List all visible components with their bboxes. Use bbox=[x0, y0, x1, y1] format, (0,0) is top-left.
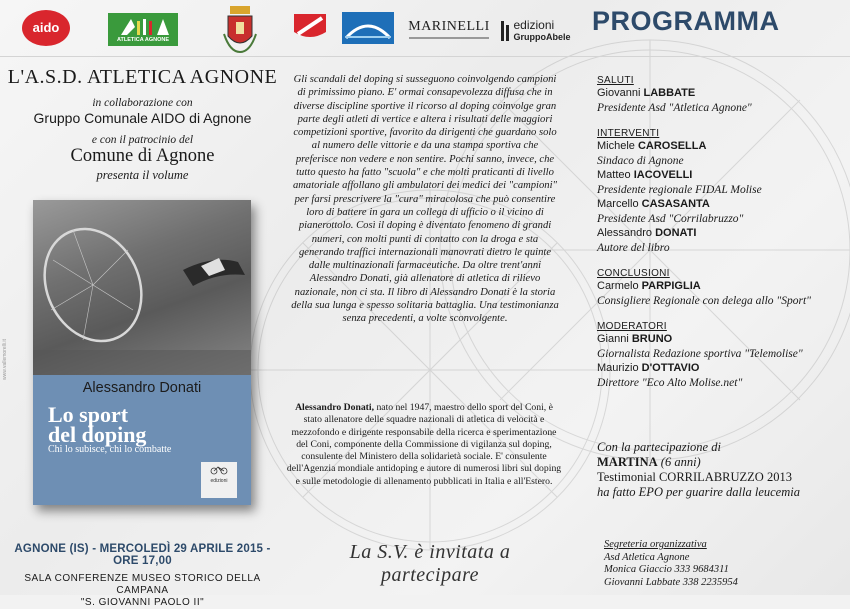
book-subtitle: Chi lo subisce, chi lo combatte bbox=[48, 444, 172, 455]
presents-line: presenta il volume bbox=[96, 168, 189, 182]
book-title bbox=[48, 402, 147, 447]
participation-intro: Con la partecipazione di bbox=[597, 440, 721, 454]
book-cover bbox=[33, 200, 251, 505]
venue-line1: SALA CONFERENZE MUSEO STORICO DELLA CAMPANA bbox=[24, 573, 261, 596]
patron-intro: e con il patrocinio del bbox=[91, 134, 194, 146]
speaker-role: Direttore "Eco Alto Molise.net" bbox=[597, 376, 743, 389]
moderatori-heading: MODERATORI bbox=[597, 321, 667, 332]
testimonial-name: MARTINA (6 anni) bbox=[597, 455, 701, 469]
publisher-name: edizioni bbox=[210, 478, 228, 484]
presenters-block bbox=[0, 60, 285, 183]
invitation-line: La S.V. è invitata a partecipare bbox=[349, 541, 511, 586]
book-description: Gli scandali del doping si susseguono coinvolgendo campioni di primissimo piano. E' ormai consapevolezza diffusa che in diverse discipline sportive il ricorso al doping coinvolge gran parte degli atleti di vertice e altera i risultati delle maggiori competizioni sportive, favorito da dirigenti che guardano solo al numero delle vittorie e da una stampa sportiva che preferisce non vedere e non sentire. Pochi sanno, invece, che tutto questo ha fatto "scuola" e che molti praticanti di livello amatoriale affollano gli ambulatori dei medici dei "campioni" per farsi prescrivere la "cura" miracolosa che può consentire loro di battere in gara un collega di ufficio o il vicino di pianerottolo. Così il doping è diventato fenomeno di grandi numeri, con molti punti di contatto con la droga e sta generando traffici internazionali manovrati dietro le quinte dalle multinazionali farmaceutiche. Da oltre trent'anni Alessandro Donati, già allenatore di atletica di rilievo nazionale, non ci sta. Il libro di Alessandro Donati è la storia della sua lunga e spesso solitaria battaglia. Una testimonianza senza precedenti, a volte sconvolgente. bbox=[291, 74, 559, 325]
testimonial-story: ha fatto EPO per guarire dalla leucemia bbox=[597, 485, 800, 499]
molise-region-logo bbox=[292, 12, 328, 42]
sponsor-logos bbox=[0, 0, 580, 62]
event-info bbox=[0, 535, 285, 609]
speaker-role: Presidente Asd "Corrilabruzzo" bbox=[597, 212, 744, 225]
speaker-name: Carmelo PARPIGLIA bbox=[597, 280, 701, 292]
organizer-name: L'A.S.D. ATLETICA AGNONE bbox=[7, 66, 278, 88]
collab-intro: in collaborazione con bbox=[92, 97, 193, 109]
speaker-name: Michele CAROSELLA bbox=[597, 140, 707, 152]
aido-logo: aido bbox=[20, 8, 72, 48]
speaker-name: Maurizio D'OTTAVIO bbox=[597, 362, 700, 374]
bio-author-name: Alessandro Donati, bbox=[295, 402, 375, 413]
saluti-heading: SALUTI bbox=[597, 75, 634, 86]
programma-title: PROGRAMMA bbox=[592, 6, 780, 36]
federation-logo bbox=[342, 12, 394, 44]
book-title-line2: del doping bbox=[48, 422, 147, 447]
program-list bbox=[597, 75, 847, 403]
interventi-section bbox=[597, 128, 847, 255]
conclusioni-section bbox=[597, 268, 847, 308]
edizioni-gruppo-abele-logo: edizioni GruppoAbele bbox=[500, 14, 570, 48]
venue-line2: "S. GIOVANNI PAOLO II" bbox=[80, 597, 205, 608]
speaker-role: Presidente regionale FIDAL Molise bbox=[597, 183, 762, 196]
participation-note bbox=[597, 440, 847, 500]
testimonial-title: Testimonial CORRILABRUZZO 2013 bbox=[597, 470, 792, 484]
footer bbox=[0, 535, 850, 608]
secretariat-org: Asd Atletica Agnone bbox=[604, 551, 690, 563]
conclusioni-heading: CONCLUSIONI bbox=[597, 268, 670, 279]
event-venue bbox=[0, 573, 285, 609]
author-bio bbox=[285, 402, 563, 488]
agnone-coat-of-arms-logo bbox=[220, 4, 260, 56]
secretariat-heading: Segreteria organizzativa bbox=[604, 539, 707, 550]
speaker-role: Presidente Asd "Atletica Agnone" bbox=[597, 101, 752, 114]
book-author: Alessandro Donati bbox=[82, 380, 202, 396]
book-cover-photo bbox=[33, 200, 251, 380]
speaker-role: Sindaco di Agnone bbox=[597, 154, 684, 167]
saluti-section bbox=[597, 75, 847, 115]
speaker-role: Consigliere Regionale con delega allo "Sport" bbox=[597, 294, 811, 307]
speaker-role: Autore del libro bbox=[597, 241, 670, 254]
secretariat-contact: Giovanni Labbate 338 2235954 bbox=[604, 576, 738, 588]
side-credit: www.vallemorelli.it bbox=[2, 339, 8, 380]
event-date: AGNONE (IS) - MERCOLEDÌ 29 APRILE 2015 - ORE 17,00 bbox=[14, 543, 271, 567]
marinelli-logo: MARINELLI bbox=[404, 12, 494, 46]
interventi-heading: INTERVENTI bbox=[597, 128, 660, 139]
speaker-name: Giovanni LABBATE bbox=[597, 87, 696, 99]
bio-text: nato nel 1947, maestro dello sport del Coni, è stato allenatore delle squadre nazionali di atletica di velocità e mezzofondo e dirigente responsabile della ricerca e sperimentazione del Coni, componente della Commissione di vigilanza sul doping, consulente del Ministero della solidarietà sociale. E' consulente dell'Agenzia mondiale antidoping e autore di numerosi libri sul doping e sulle metodologie di allenamento pubblicati in Italia e all'Estero. bbox=[286, 402, 562, 487]
book-title-line1: Lo sport bbox=[48, 402, 129, 427]
speaker-name: Matteo IACOVELLI bbox=[597, 169, 693, 181]
speaker-role: Giornalista Redazione sportiva "Telemolise" bbox=[597, 347, 803, 360]
speaker-name: Gianni BRUNO bbox=[597, 333, 673, 345]
patron-name: Comune di Agnone bbox=[70, 146, 215, 166]
organizing-secretariat bbox=[604, 539, 844, 589]
speaker-name: Alessandro DONATI bbox=[597, 227, 697, 239]
secretariat-contact: Monica Giaccio 333 9684311 bbox=[604, 564, 729, 575]
moderatori-section bbox=[597, 321, 847, 390]
abele-mark-icon bbox=[500, 19, 512, 43]
header-divider bbox=[0, 56, 850, 57]
speaker-name: Marcello CASASANTA bbox=[597, 198, 710, 210]
publisher-badge bbox=[201, 462, 237, 498]
collab-name: Gruppo Comunale AIDO di Agnone bbox=[33, 110, 252, 126]
atletica-agnone-logo: ATLETICA AGNONE bbox=[108, 13, 178, 46]
bicycle-icon bbox=[210, 465, 228, 475]
